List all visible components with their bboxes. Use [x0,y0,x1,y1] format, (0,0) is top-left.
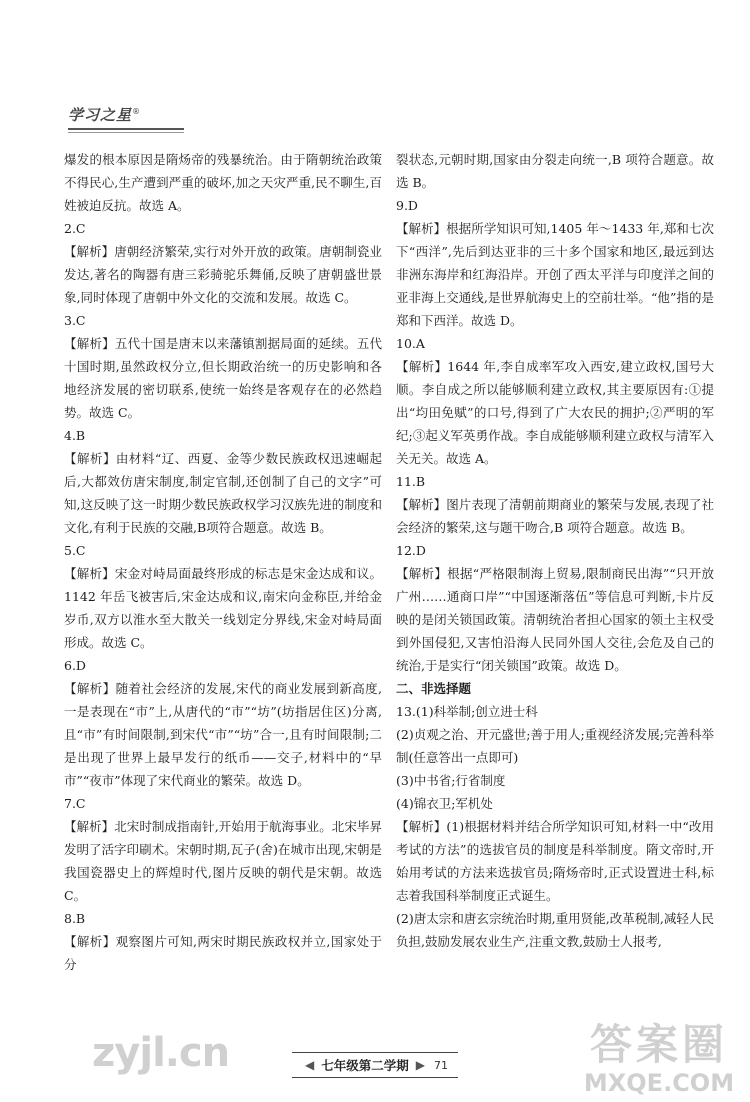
paragraph: 【解析】(1)根据材料并结合所学知识可知,材料一中“改用考试的方法”的选拔官员的制度是科举制度。隋文帝时,开始用考试的方法来选拔官员;隋炀帝时,正式设置进士科,标志着我国科举制度正式诞生。 [396,819,714,903]
paragraph: (2)唐太宗和唐玄宗统治时期,重用贤能,改革税制,减轻人民负担,鼓励发展农业生产,注重文教,鼓励士人报考, [396,911,714,949]
answer-number: 3.C [64,313,86,328]
paragraph: 【解析】宋金对峙局面最终形成的标志是宋金达成和议。1142 年岳飞被害后,宋金达成和议,南宋向金称臣,并给金岁币,双方以淮水至大散关一线划定分界线,宋金对峙局面形成。故选 C。 [64,566,382,650]
paragraph: 13.(1)科举制;创立进士科 [396,704,538,719]
paragraph: 【解析】北宋时制成指南针,开始用于航海事业。北宋毕昇发明了活字印刷术。宋朝时期,瓦子(舍)在城市出现,宋朝是我国瓷器史上的辉煌时代,图片反映的朝代是宋朝。故选 C。 [64,819,382,903]
answer-number: 2.C [64,221,86,236]
answer-number: 4.B [64,428,86,443]
watermark-right [574,1020,744,1096]
answer-number: 7.C [64,796,86,811]
watermark-right-bottom: MXQE.COM [583,1069,735,1097]
right-column [396,148,714,953]
paragraph: 【解析】根据“严格限制海上贸易,限制商民出海”“只开放广州……通商口岸”“中国逐渐落伍”等信息可判断,卡片反映的是闭关锁国政策。清朝统治者担心国家的领土主权受到外国侵犯,又害怕沿海人民同外国人交往,会危及自己的统治,于是实行“闭关锁国”政策。故选 D。 [396,566,714,673]
paragraph: 【解析】1644 年,李自成率军攻入西安,建立政权,国号大顺。李自成之所以能够顺利建立政权,其主要原因有:①提出“均田免赋”的口号,得到了广大农民的拥护;②严明的军纪;③起义军英勇作战。李自成能够顺利建立政权与清军入关无关。故选 A。 [396,359,714,466]
paragraph: (4)锦衣卫;军机处 [396,796,493,811]
paragraph: (2)贞观之治、开元盛世;善于用人;重视经济发展;完善科举制(任意答出一点即可) [396,727,714,765]
paragraph: 【解析】随着社会经济的发展,宋代的商业发展到新高度,一是表现在“市”上,从唐代的“市”“坊”(坊指居住区)分离,且“市”有时间限制,到宋代“市”“坊”合一,且有时间限制;二是出现了世界上最早发行的纸币——交子,材料中的“早市”“夜市”体现了宋代商业的繁荣。故选 D。 [64,681,382,788]
answer-number: 8.B [64,911,86,926]
answer-number: 10.A [396,336,425,351]
page-footer [292,1052,458,1078]
watermark-right-top: 答案圈 [589,1020,728,1069]
grade-label: 七年级第二学期 [321,1058,409,1073]
left-column [64,148,382,976]
paragraph: 【解析】根据所学知识可知,1405 年～1433 年,郑和七次下“西洋”,先后到达亚非的三十多个国家和地区,最远到达非洲东海岸和红海沿岸。开创了西太平洋与印度洋之间的亚非海上交通线,是世界航海史上的空前壮举。“他”指的是郑和下西洋。故选 D。 [396,221,714,328]
chevron-right-icon: ▶ [415,1058,425,1072]
answer-number: 6.D [64,658,86,673]
page-number: 71 [433,1058,448,1072]
header [68,104,184,127]
answer-number: 5.C [64,543,86,558]
brand-logo: 学习之星® [68,106,142,124]
paragraph: 裂状态,元朝时期,国家由分裂走向统一,B 项符合题意。故选 B。 [396,152,714,190]
paragraph: 【解析】唐朝经济繁荣,实行对外开放的政策。唐朝制瓷业发达,著名的陶器有唐三彩骑驼乐舞俑,反映了唐朝盛世景象,同时体现了唐朝中外文化的交流和发展。故选 C。 [64,244,382,305]
header-divider-thin [68,132,184,133]
paragraph: (3)中书省;行省制度 [396,773,506,788]
paragraph: 【解析】五代十国是唐末以来藩镇割据局面的延续。五代十国时期,虽然政权分立,但长期政治统一的历史影响和各地经济发展的密切联系,使统一始终是客观存在的必然趋势。故选 C。 [64,336,382,420]
section-heading: 二、非选择题 [396,681,472,696]
paragraph: 【解析】观察图片可知,两宋时期民族政权并立,国家处于分 [64,934,382,972]
paragraph: 【解析】图片表现了清朝前期商业的繁荣与发展,表现了社会经济的繁荣,这与题干吻合,B 项符合题意。故选 B。 [396,497,714,535]
paragraph: 爆发的根本原因是隋炀帝的残暴统治。由于隋朝统治政策不得民心,生产遭到严重的破坏,加之天灾严重,民不聊生,百姓被迫反抗。故选 A。 [64,152,382,213]
watermark-left: zyjl.cn [92,1030,230,1076]
answer-number: 11.B [396,474,426,489]
answer-number: 12.D [396,543,426,558]
paragraph: 【解析】由材料“辽、西夏、金等少数民族政权迅速崛起后,大都效仿唐宋制度,制定官制,还创制了自己的文字”可知,这反映了这一时期少数民族政权学习汉族先进的制度和文化,有利于民族的交融,B项符合题意。故选 B。 [64,451,382,535]
chevron-left-icon: ◀ [305,1058,315,1072]
answer-number: 9.D [396,198,418,213]
header-divider [68,128,184,130]
